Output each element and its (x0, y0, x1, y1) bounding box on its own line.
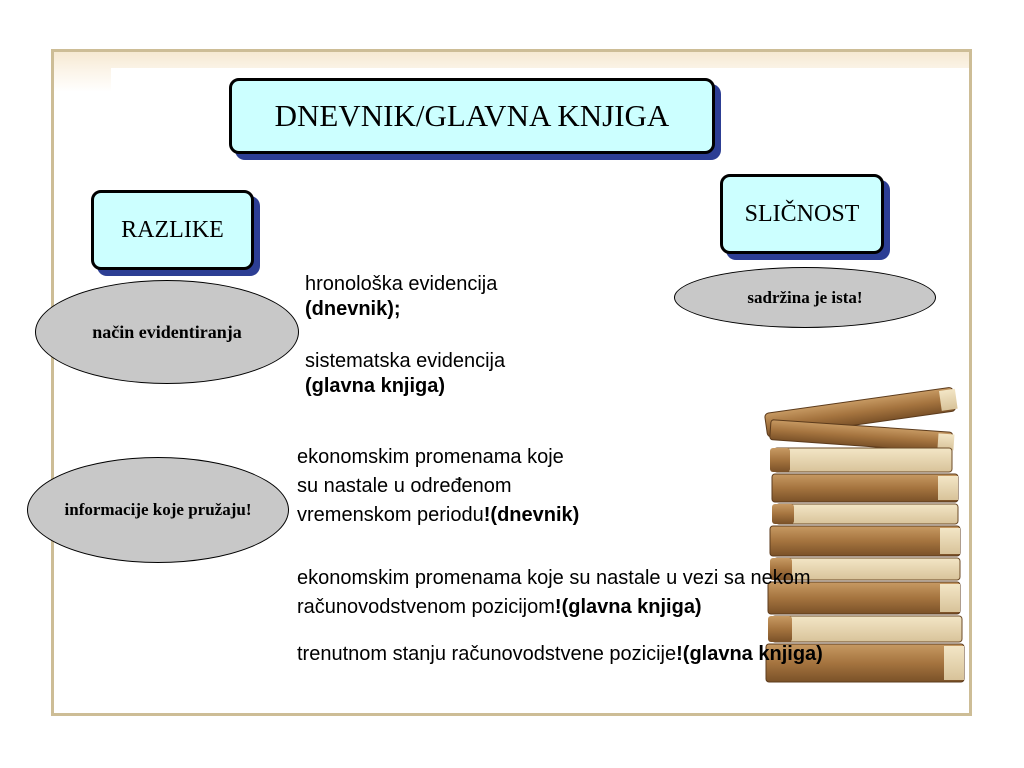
state-information-text (297, 640, 823, 669)
journal-recording-line1: hronološka evidencija (305, 273, 498, 295)
journal-information-line1: ekonomskim promenama koje (297, 446, 564, 468)
recording-method-label: način evidentiranja (92, 321, 242, 342)
journal-information-line3: vremenskom periodu (297, 504, 484, 526)
ledger-recording-text (305, 349, 505, 399)
differences-box (91, 190, 254, 270)
state-information-tag: !(glavna knjiga) (676, 643, 823, 665)
similarity-note-ellipse (674, 267, 936, 328)
ledger-information-text (297, 564, 811, 622)
ledger-recording-line1: sistematska evidencija (305, 350, 506, 372)
journal-information-line2: su nastale u određenom (297, 475, 512, 497)
journal-information-tag: !(dnevnik) (483, 504, 580, 526)
recording-method-ellipse (35, 280, 299, 384)
journal-recording-line2: (dnevnik); (305, 298, 401, 320)
journal-recording-text (305, 272, 497, 322)
differences-label: RAZLIKE (121, 216, 224, 243)
ledger-information-tag: !(glavna knjiga) (554, 596, 702, 618)
similarity-label: SLIČNOST (744, 200, 860, 227)
ledger-information-line2: računovodstvenom pozicijom (297, 596, 555, 618)
information-label: informacije koje pružaju! (64, 500, 252, 519)
information-ellipse (27, 457, 289, 563)
slide-title: DNEVNIK/GLAVNA KNJIGA (274, 98, 670, 133)
journal-information-text (297, 443, 579, 530)
slide-title-box (229, 78, 715, 154)
state-information-line: trenutnom stanju računovodstvene pozicije (297, 643, 677, 665)
similarity-note: sadržina je ista! (747, 287, 863, 307)
ledger-recording-line2: (glavna knjiga) (305, 375, 446, 397)
ledger-information-line1: ekonomskim promenama koje su nastale u vezi sa nekom (297, 567, 811, 589)
similarity-box (720, 174, 884, 254)
